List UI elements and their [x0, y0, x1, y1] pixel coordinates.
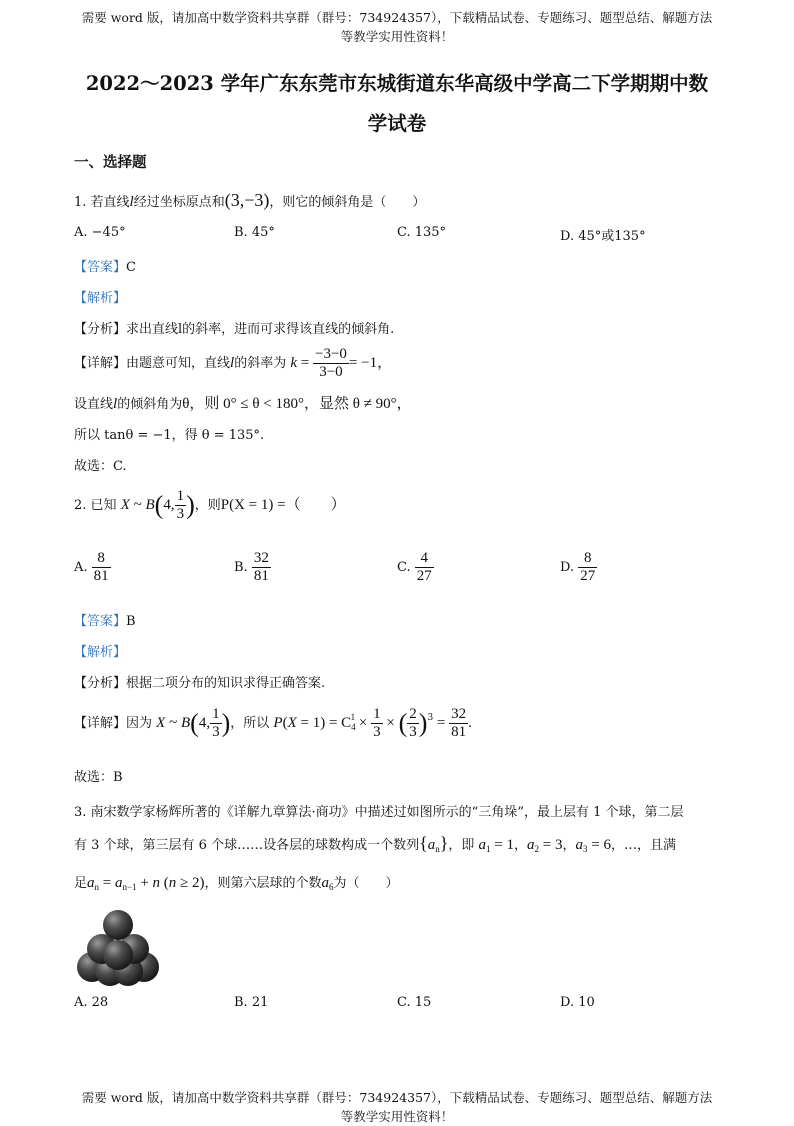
q1-detail: 【详解】由题意可知，直线l的斜率为 k = $\frac{-3-0}{3-0}$ = −1， [74, 346, 393, 380]
header-banner-line1: 需要 word 版，请加高中数学资料共享群（群号：734924357），下载精品试卷、专题练习、题型总结、解题方法 [81, 10, 713, 25]
q1-option-c: C. 135° [397, 225, 447, 240]
q3-stem-line3: 足$a_n = a_{n-1} + n$ (n ≥ 2)，则第六层球的个数$a_6$为（ ） [74, 875, 399, 892]
slope-fraction: $\frac{-3-0}{3-0}$ [315, 346, 347, 380]
footer-banner [0, 1088, 794, 1126]
q1-option-a: A. −45° [74, 225, 126, 240]
footer-banner-line2: 等教学实用性资料！ [340, 1109, 454, 1124]
q1-detail-line3: 设直线l的倾斜角为θ，则 0° ≤ θ < 180°，显然 θ ≠ 90°， [74, 396, 412, 412]
footer-banner-line1: 需要 word 版，请加高中数学资料共享群（群号：734924357），下载精品试卷、专题练习、题型总结、解题方法 [81, 1090, 713, 1105]
q1-choose: 故选：C. [74, 459, 127, 474]
q1-answer: 【答案】C [74, 260, 136, 275]
title-line1: 2022～2023 学年广东东莞市东城街道东华高级中学高二下学期期中数 [85, 72, 709, 95]
q3-stem-line2: 有 3 个球，第三层有 6 个球……设各层的球数构成一个数列$\{a_n\}$，即 $a_1 = 1$，$a_2 = 3$，$a_3 = 6$，…，且满 [74, 833, 676, 854]
q1-point: (3,−3) [224, 190, 270, 210]
q1-option-d: D. 45°或135° [560, 229, 646, 244]
q1-fenxi: 【分析】求出直线l的斜率，进而可求得该直线的倾斜角. [74, 322, 395, 337]
q3-option-c: C. 15 [397, 995, 432, 1010]
title-line2: 学试卷 [367, 112, 427, 135]
q2-answer: 【答案】B [74, 614, 136, 629]
ball-shape [103, 910, 133, 940]
q1-analysis-tag: 【解析】 [74, 291, 127, 306]
q3-option-b: B. 21 [234, 995, 269, 1010]
q3-stem-line1: 3. 南宋数学家杨辉所著的《详解九章算法·商功》中描述过如图所示的“三角垛”，最上层有 1 个球，第二层 [74, 805, 684, 820]
ball-pyramid-figure [74, 905, 164, 987]
q2-option-a: A. $\frac{8}{81}$ [74, 550, 109, 584]
q1-stem: 1. 若直线l经过坐标原点和(3,−3)，则它的倾斜角是（ ） [74, 190, 426, 210]
q2-option-d: D. $\frac{8}{27}$ [560, 550, 596, 584]
q2-analysis-tag: 【解析】 [74, 645, 127, 660]
q3-option-a: A. 28 [74, 995, 109, 1010]
q2-option-b: B. $\frac{32}{81}$ [234, 550, 269, 584]
q2-fenxi: 【分析】根据二项分布的知识求得正确答案. [74, 676, 326, 691]
q1-detail-line4: 所以 tanθ = −1，得 θ = 135°. [74, 428, 265, 443]
q1-option-b: B. 45° [234, 225, 275, 240]
q3-option-d: D. 10 [560, 995, 595, 1010]
q2-option-c: C. $\frac{4}{27}$ [397, 550, 432, 584]
q2-stem: 2. 已知 X ~ B(4, $\frac{1}{3}$ )，则P(X = 1) =（ ） [74, 488, 346, 522]
q2-detail: 【详解】因为 X ~ B(4, $\frac{1}{3}$ )，所以 $P(X = 1) = C_4^1$ × $\frac{1}{3}$ × ( $\frac{2}{3}$ )$^3$ = $\frac{32}{81}$ . [74, 706, 472, 740]
header-banner [0, 8, 794, 46]
q2-choose: 故选：B [74, 770, 123, 785]
page-title [40, 64, 754, 144]
section-heading: 一、选择题 [74, 154, 147, 171]
ball-shape [103, 940, 133, 970]
header-banner-line2: 等教学实用性资料！ [340, 29, 454, 44]
